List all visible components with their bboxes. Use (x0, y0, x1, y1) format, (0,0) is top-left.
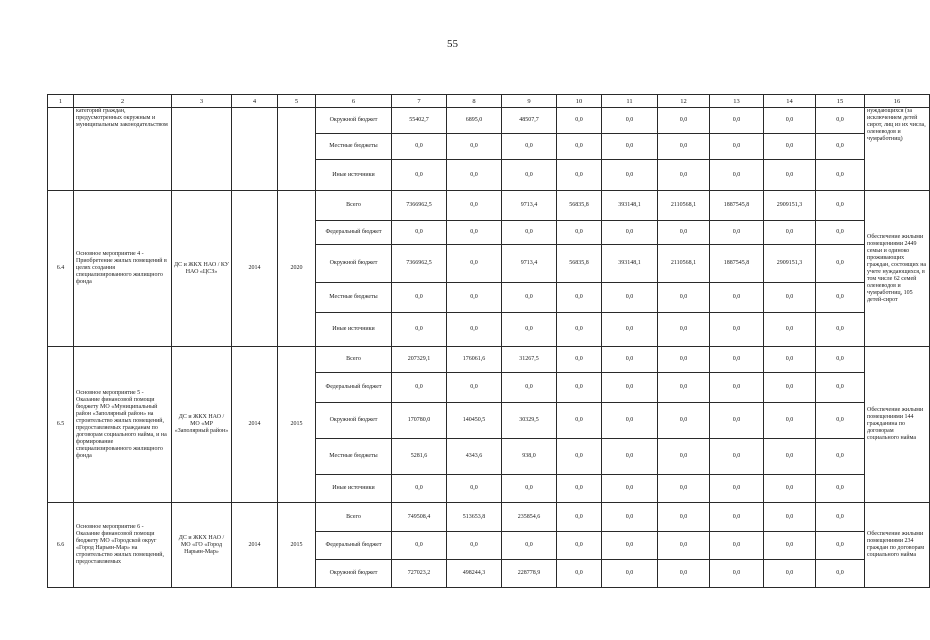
amount-cell: 1887545,8 (710, 191, 764, 221)
funding-source: Иные источники (316, 160, 392, 191)
amount-cell: 7366962,5 (392, 245, 447, 283)
end-year: 2015 (278, 347, 316, 503)
amount-cell: 0,0 (557, 160, 602, 191)
measure-number: 6.6 (48, 503, 74, 588)
end-year-cell (278, 108, 316, 191)
amount-cell: 0,0 (658, 503, 710, 532)
amount-cell: 0,0 (447, 160, 502, 191)
amount-cell: 228778,9 (502, 560, 557, 588)
measure-name: Основное мероприятие 5 - Оказание финансовой помощи бюджету МО «Муниципальный район «Заполярный район» на строительство жилых помещений, предоставляемых гражданам по договорам социального найма, и на формирование специализированного жилищного фонда (74, 347, 172, 503)
funding-source: Местные бюджеты (316, 439, 392, 475)
amount-cell: 5281,6 (392, 439, 447, 475)
amount-cell: 0,0 (658, 532, 710, 560)
amount-cell: 0,0 (816, 221, 865, 245)
amount-cell: 0,0 (658, 560, 710, 588)
amount-cell: 0,0 (658, 134, 710, 160)
start-year: 2014 (232, 347, 278, 503)
amount-cell: 0,0 (557, 134, 602, 160)
amount-cell: 0,0 (602, 313, 658, 347)
amount-cell: 0,0 (602, 475, 658, 503)
amount-cell: 0,0 (557, 439, 602, 475)
amount-cell: 0,0 (557, 373, 602, 403)
expected-result: нуждающихся (за исключением детей сирот, лиц из их числа, оленеводов и чумработниц) (865, 108, 930, 191)
amount-cell: 0,0 (764, 283, 816, 313)
amount-cell: 0,0 (602, 134, 658, 160)
budget-table (47, 94, 930, 588)
amount-cell: 0,0 (764, 532, 816, 560)
start-year-cell (232, 108, 278, 191)
amount-cell: 9713,4 (502, 191, 557, 221)
amount-cell: 0,0 (816, 347, 865, 373)
column-number: 6 (316, 95, 392, 108)
table-row (48, 191, 930, 221)
amount-cell: 0,0 (447, 245, 502, 283)
amount-cell: 2110568,1 (658, 245, 710, 283)
expected-result: Обеспечение жилыми помещениями 144 гражданина по договорам социального найма (865, 347, 930, 503)
funding-source: Местные бюджеты (316, 283, 392, 313)
amount-cell: 938,0 (502, 439, 557, 475)
column-number: 3 (172, 95, 232, 108)
amount-cell: 0,0 (557, 475, 602, 503)
amount-cell: 0,0 (764, 403, 816, 439)
amount-cell: 0,0 (710, 560, 764, 588)
executor: ДС и ЖКХ НАО / МО «МР «Заполярный район» (172, 347, 232, 503)
amount-cell: 0,0 (710, 373, 764, 403)
amount-cell: 0,0 (502, 221, 557, 245)
amount-cell: 0,0 (557, 283, 602, 313)
amount-cell: 0,0 (602, 503, 658, 532)
amount-cell: 0,0 (658, 475, 710, 503)
amount-cell: 0,0 (816, 134, 865, 160)
amount-cell: 0,0 (658, 160, 710, 191)
amount-cell: 0,0 (710, 403, 764, 439)
amount-cell: 9713,4 (502, 245, 557, 283)
amount-cell: 0,0 (502, 475, 557, 503)
amount-cell: 0,0 (764, 560, 816, 588)
amount-cell: 0,0 (602, 439, 658, 475)
amount-cell: 0,0 (658, 221, 710, 245)
amount-cell: 56835,8 (557, 245, 602, 283)
column-number: 7 (392, 95, 447, 108)
amount-cell: 513653,8 (447, 503, 502, 532)
amount-cell: 0,0 (392, 532, 447, 560)
amount-cell: 0,0 (710, 221, 764, 245)
measure-number: 6.4 (48, 191, 74, 347)
amount-cell: 2909151,3 (764, 245, 816, 283)
page-number: 55 (447, 38, 458, 50)
amount-cell: 235854,6 (502, 503, 557, 532)
executor-cell (172, 108, 232, 191)
amount-cell: 0,0 (602, 160, 658, 191)
table-row (48, 347, 930, 373)
amount-cell: 0,0 (502, 283, 557, 313)
amount-cell: 0,0 (602, 403, 658, 439)
amount-cell: 0,0 (764, 347, 816, 373)
amount-cell: 0,0 (557, 532, 602, 560)
amount-cell: 0,0 (392, 221, 447, 245)
amount-cell: 0,0 (816, 283, 865, 313)
amount-cell: 0,0 (447, 475, 502, 503)
amount-cell: 0,0 (658, 313, 710, 347)
amount-cell: 0,0 (602, 373, 658, 403)
amount-cell: 0,0 (658, 283, 710, 313)
amount-cell: 0,0 (764, 108, 816, 134)
column-number: 1 (48, 95, 74, 108)
funding-source: Окружной бюджет (316, 403, 392, 439)
column-number: 8 (447, 95, 502, 108)
amount-cell: 0,0 (602, 108, 658, 134)
funding-source: Федеральный бюджет (316, 221, 392, 245)
amount-cell: 0,0 (816, 532, 865, 560)
amount-cell: 0,0 (447, 191, 502, 221)
end-year: 2015 (278, 503, 316, 588)
amount-cell: 0,0 (816, 475, 865, 503)
amount-cell: 4343,6 (447, 439, 502, 475)
amount-cell: 0,0 (502, 313, 557, 347)
amount-cell: 30329,5 (502, 403, 557, 439)
amount-cell: 0,0 (764, 134, 816, 160)
column-number: 5 (278, 95, 316, 108)
column-number: 4 (232, 95, 278, 108)
amount-cell: 0,0 (816, 160, 865, 191)
column-number: 11 (602, 95, 658, 108)
amount-cell: 0,0 (816, 191, 865, 221)
amount-cell: 2110568,1 (658, 191, 710, 221)
amount-cell: 0,0 (816, 108, 865, 134)
amount-cell: 0,0 (710, 439, 764, 475)
amount-cell: 393148,1 (602, 191, 658, 221)
funding-source: Всего (316, 191, 392, 221)
amount-cell: 393148,1 (602, 245, 658, 283)
amount-cell: 2909151,3 (764, 191, 816, 221)
amount-cell: 498244,3 (447, 560, 502, 588)
column-number: 14 (764, 95, 816, 108)
funding-source: Окружной бюджет (316, 245, 392, 283)
expected-result: Обеспечение жилыми помещениями 2449 семьи и одиноко проживающих граждан, состоящих на учете нуждающихся, в том числе 62 семей оленеводов и чумработниц, 105 детей-сирот (865, 191, 930, 347)
amount-cell: 0,0 (557, 221, 602, 245)
amount-cell: 0,0 (557, 403, 602, 439)
amount-cell: 0,0 (710, 532, 764, 560)
column-number-row (48, 95, 930, 108)
measure-name: Основное мероприятие 6 - Оказание финансовой помощи бюджету МО «Городской округ «Город Нарьян-Мар» на строительство жилых помещений, предоставляемых (74, 503, 172, 588)
amount-cell: 0,0 (816, 403, 865, 439)
amount-cell: 0,0 (502, 134, 557, 160)
amount-cell: 0,0 (816, 373, 865, 403)
amount-cell: 0,0 (602, 283, 658, 313)
amount-cell: 0,0 (710, 313, 764, 347)
amount-cell: 0,0 (392, 160, 447, 191)
amount-cell: 0,0 (710, 475, 764, 503)
measure-number: 6.5 (48, 347, 74, 503)
amount-cell: 140450,5 (447, 403, 502, 439)
executor: ДС и ЖКХ НАО / МО «ГО «Город Нарьян-Мар» (172, 503, 232, 588)
expected-result: Обеспечение жилыми помещениями 234 граждан по договорам социального найма (865, 503, 930, 588)
amount-cell: 0,0 (710, 283, 764, 313)
funding-source: Местные бюджеты (316, 134, 392, 160)
amount-cell: 0,0 (710, 134, 764, 160)
amount-cell: 0,0 (557, 560, 602, 588)
executor: ДС и ЖКХ НАО / КУ НАО «ЦСЗ» (172, 191, 232, 347)
amount-cell: 0,0 (764, 221, 816, 245)
amount-cell: 0,0 (392, 134, 447, 160)
amount-cell: 0,0 (658, 373, 710, 403)
amount-cell: 176061,6 (447, 347, 502, 373)
column-number: 15 (816, 95, 865, 108)
amount-cell: 31267,5 (502, 347, 557, 373)
amount-cell: 0,0 (764, 160, 816, 191)
amount-cell: 0,0 (447, 221, 502, 245)
amount-cell: 749508,4 (392, 503, 447, 532)
amount-cell: 0,0 (816, 560, 865, 588)
amount-cell: 0,0 (557, 347, 602, 373)
funding-source: Иные источники (316, 313, 392, 347)
amount-cell: 0,0 (816, 245, 865, 283)
amount-cell: 0,0 (602, 532, 658, 560)
amount-cell: 0,0 (502, 532, 557, 560)
column-number: 13 (710, 95, 764, 108)
amount-cell: 55402,7 (392, 108, 447, 134)
amount-cell: 0,0 (764, 475, 816, 503)
table-row (48, 503, 930, 532)
amount-cell: 0,0 (502, 373, 557, 403)
amount-cell: 0,0 (392, 283, 447, 313)
amount-cell: 0,0 (392, 475, 447, 503)
amount-cell: 0,0 (658, 439, 710, 475)
funding-source: Всего (316, 503, 392, 532)
amount-cell: 0,0 (816, 439, 865, 475)
amount-cell: 0,0 (764, 313, 816, 347)
measure-number-cell (48, 108, 74, 191)
table-row (48, 108, 930, 134)
amount-cell: 0,0 (557, 313, 602, 347)
amount-cell: 7366962,5 (392, 191, 447, 221)
amount-cell: 0,0 (658, 403, 710, 439)
amount-cell: 207329,1 (392, 347, 447, 373)
start-year: 2014 (232, 503, 278, 588)
amount-cell: 0,0 (447, 283, 502, 313)
amount-cell: 0,0 (392, 313, 447, 347)
measure-name: категорий граждан, предусмотренных окружным и муниципальным законодательством (74, 108, 172, 191)
amount-cell: 0,0 (557, 503, 602, 532)
column-number: 9 (502, 95, 557, 108)
funding-source: Окружной бюджет (316, 108, 392, 134)
funding-source: Всего (316, 347, 392, 373)
amount-cell: 0,0 (658, 347, 710, 373)
amount-cell: 56835,8 (557, 191, 602, 221)
amount-cell: 0,0 (602, 560, 658, 588)
amount-cell: 0,0 (816, 313, 865, 347)
column-number: 10 (557, 95, 602, 108)
amount-cell: 0,0 (557, 108, 602, 134)
funding-source: Федеральный бюджет (316, 373, 392, 403)
amount-cell: 0,0 (447, 313, 502, 347)
start-year: 2014 (232, 191, 278, 347)
amount-cell: 1887545,8 (710, 245, 764, 283)
funding-source: Федеральный бюджет (316, 532, 392, 560)
amount-cell: 0,0 (447, 532, 502, 560)
amount-cell: 0,0 (764, 373, 816, 403)
amount-cell: 170780,0 (392, 403, 447, 439)
end-year: 2020 (278, 191, 316, 347)
amount-cell: 727023,2 (392, 560, 447, 588)
amount-cell: 0,0 (710, 503, 764, 532)
amount-cell: 0,0 (710, 347, 764, 373)
measure-name: Основное мероприятие 4 - Приобретение жилых помещений в целях создания специализированного жилищного фонда (74, 191, 172, 347)
column-number: 12 (658, 95, 710, 108)
funding-source: Окружной бюджет (316, 560, 392, 588)
amount-cell: 0,0 (710, 108, 764, 134)
amount-cell: 0,0 (602, 347, 658, 373)
amount-cell: 0,0 (602, 221, 658, 245)
amount-cell: 0,0 (658, 108, 710, 134)
amount-cell: 0,0 (447, 373, 502, 403)
column-number: 2 (74, 95, 172, 108)
amount-cell: 0,0 (392, 373, 447, 403)
column-number: 16 (865, 95, 930, 108)
amount-cell: 48507,7 (502, 108, 557, 134)
amount-cell: 0,0 (447, 134, 502, 160)
amount-cell: 0,0 (764, 503, 816, 532)
amount-cell: 0,0 (710, 160, 764, 191)
funding-source: Иные источники (316, 475, 392, 503)
amount-cell: 6895,0 (447, 108, 502, 134)
amount-cell: 0,0 (764, 439, 816, 475)
amount-cell: 0,0 (502, 160, 557, 191)
amount-cell: 0,0 (816, 503, 865, 532)
